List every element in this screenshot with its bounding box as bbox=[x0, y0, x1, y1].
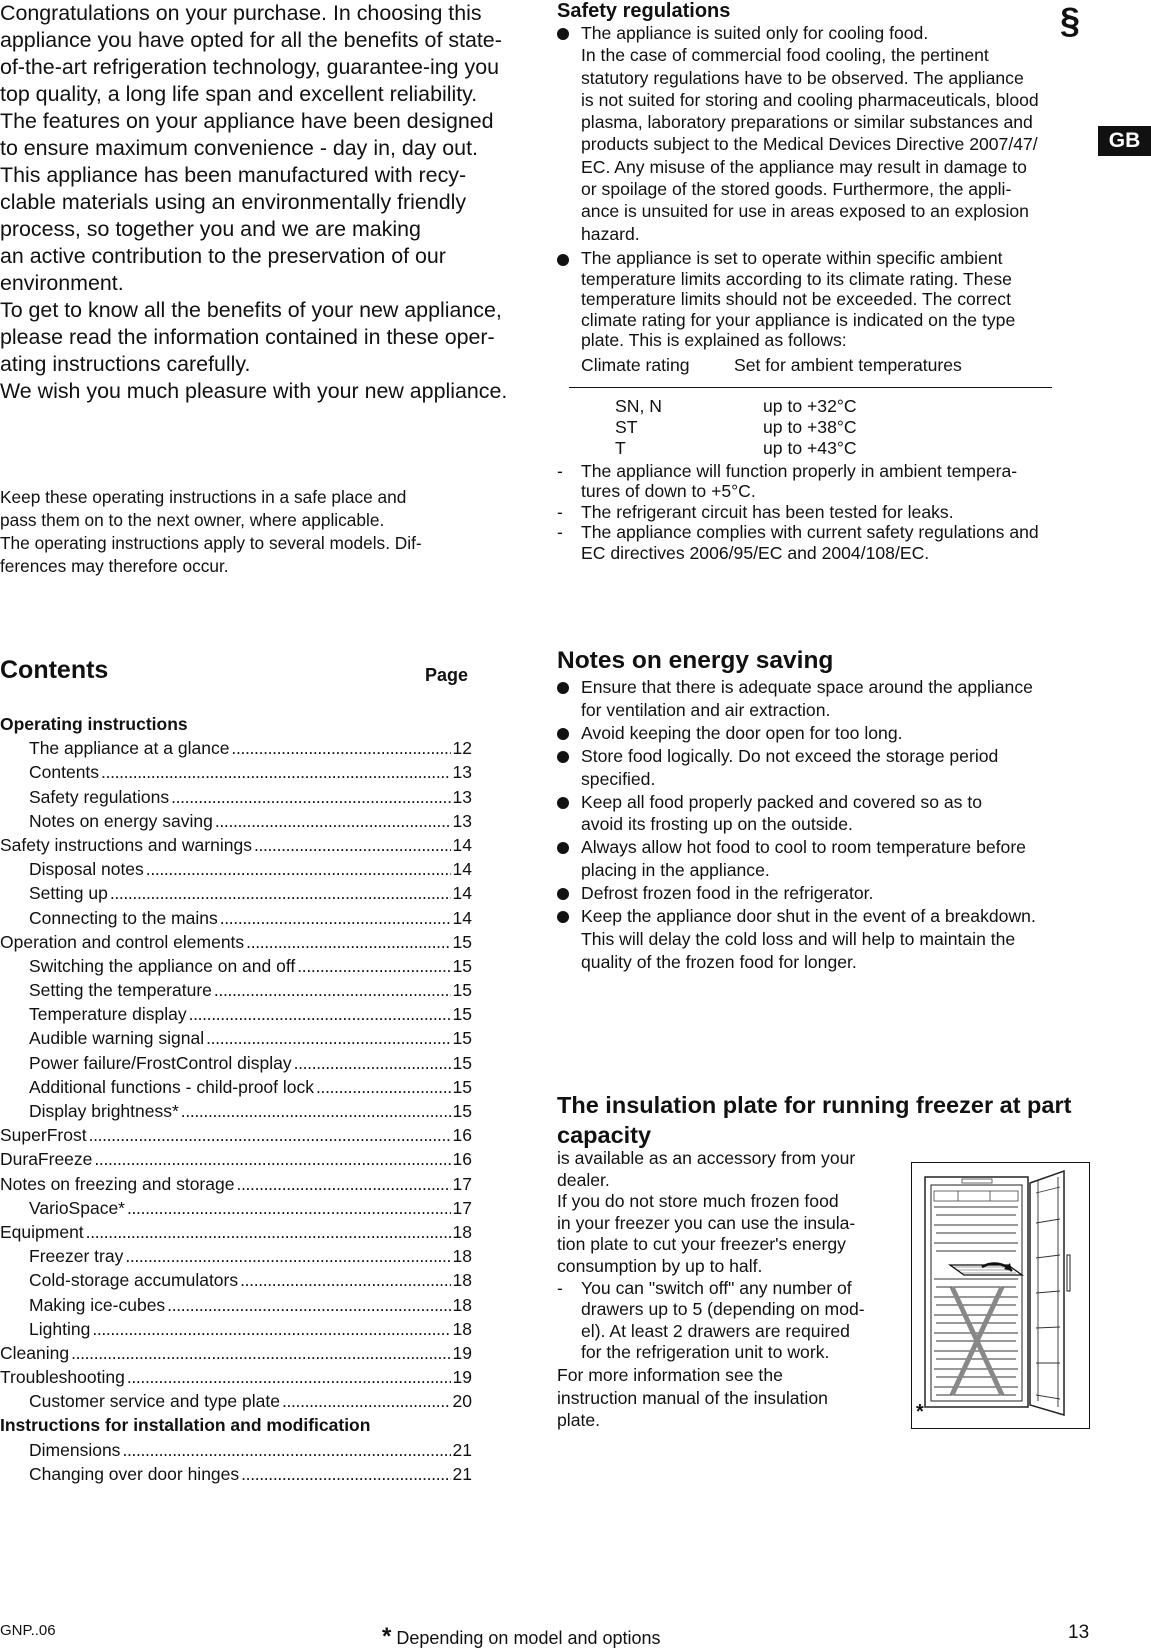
dash-line: The appliance will function properly in ambient tempera- bbox=[581, 460, 1018, 481]
intro-line: to ensure maximum convenience - day in, day out. bbox=[0, 136, 478, 160]
toc-entry[interactable] bbox=[0, 1365, 472, 1389]
toc-leader bbox=[297, 954, 450, 978]
intro-line: environment. bbox=[0, 271, 124, 295]
climate-temp: up to +38°C bbox=[763, 416, 857, 437]
toc-label: Equipment bbox=[0, 1221, 84, 1242]
insulation-line: You can "switch off" any number of bbox=[581, 1277, 852, 1298]
section-symbol: § bbox=[1060, 0, 1081, 41]
bullet-icon bbox=[557, 682, 569, 694]
bullet-icon bbox=[557, 888, 569, 900]
toc-label: Temperature display bbox=[29, 1004, 187, 1025]
toc-page-number: 15 bbox=[452, 1028, 472, 1049]
toc-label: Lighting bbox=[29, 1318, 91, 1339]
intro-line: an active contribution to the preservation of our bbox=[0, 244, 446, 268]
energy-line: Defrost frozen food in the refrigerator. bbox=[581, 883, 874, 904]
toc-leader bbox=[127, 1196, 451, 1220]
toc-page-number: 18 bbox=[452, 1318, 472, 1339]
contents-title: Contents bbox=[0, 656, 109, 684]
safety-line: climate rating for your appliance is indicated on the type bbox=[581, 309, 1016, 330]
toc-label: VarioSpace* bbox=[29, 1197, 125, 1218]
toc-page-number: 15 bbox=[452, 980, 472, 1001]
toc-entry[interactable] bbox=[0, 1051, 472, 1075]
intro-text bbox=[0, 0, 540, 405]
toc-label: The appliance at a glance bbox=[29, 738, 230, 759]
toc-entry[interactable] bbox=[0, 760, 472, 784]
toc-page-number: 15 bbox=[452, 1076, 472, 1097]
climate-rating: SN, N bbox=[615, 395, 662, 416]
insulation-line: drawers up to 5 (depending on mod- bbox=[581, 1299, 865, 1320]
toc-entry[interactable] bbox=[0, 1147, 472, 1171]
insulation-text bbox=[557, 1148, 902, 1432]
climate-rating-header: Climate rating bbox=[581, 354, 690, 375]
insulation-line: instruction manual of the insulation bbox=[557, 1387, 828, 1408]
energy-bullet bbox=[557, 791, 1097, 837]
toc-page-number: 12 bbox=[452, 738, 472, 759]
safety-line: temperature limits according to its climate rating. These bbox=[581, 268, 1012, 289]
keep-note-line: ferences may therefore occur. bbox=[0, 556, 229, 576]
toc-leader bbox=[71, 1341, 450, 1365]
toc-page-number: 15 bbox=[452, 1052, 472, 1073]
insulation-title: The insulation plate for running freezer at part capacity bbox=[557, 1092, 1072, 1148]
insulation-line: If you do not store much frozen food bbox=[557, 1191, 839, 1212]
dash-line: tures of down to +5°C. bbox=[581, 481, 756, 502]
toc-leader bbox=[101, 760, 450, 784]
safety-line: temperature limits should not be exceeded. The correct bbox=[581, 289, 1011, 310]
safety-dash-item bbox=[557, 522, 1097, 563]
toc-leader bbox=[94, 1147, 450, 1171]
toc-leader bbox=[86, 1220, 451, 1244]
safety-line: EC. Any misuse of the appliance may result in damage to bbox=[581, 156, 1027, 177]
energy-line: quality of the frozen food for longer. bbox=[581, 951, 857, 972]
climate-row bbox=[557, 438, 1097, 459]
safety-notes bbox=[557, 461, 1097, 564]
insulation-line: plate. bbox=[557, 1410, 601, 1431]
toc-entry[interactable] bbox=[0, 1438, 472, 1462]
toc-leader bbox=[206, 1026, 450, 1050]
intro-line: of-the-art refrigeration technology, guarantee-ing you bbox=[0, 55, 500, 79]
toc-label: Connecting to the mains bbox=[29, 907, 218, 928]
energy-bullet bbox=[557, 722, 1097, 745]
energy-line: Store food logically. Do not exceed the storage period bbox=[581, 745, 999, 766]
table-of-contents bbox=[0, 712, 472, 1486]
toc-page-number: 16 bbox=[452, 1125, 472, 1146]
safety-line: plate. This is explained as follows: bbox=[581, 330, 847, 351]
toc-label: Changing over door hinges bbox=[29, 1463, 240, 1484]
climate-row bbox=[557, 396, 1097, 417]
toc-page-number: 15 bbox=[452, 955, 472, 976]
toc-page-number: 14 bbox=[452, 883, 472, 904]
keep-note-line: The operating instructions apply to several models. Dif- bbox=[0, 533, 422, 553]
toc-entry[interactable] bbox=[0, 978, 472, 1002]
toc-leader bbox=[146, 857, 451, 881]
toc-page-number: 13 bbox=[452, 810, 472, 831]
toc-label: Operation and control elements bbox=[0, 931, 245, 952]
toc-label: Notes on freezing and storage bbox=[0, 1173, 235, 1194]
climate-table-divider bbox=[569, 387, 1052, 388]
dash-mark: - bbox=[557, 501, 563, 522]
energy-bullet bbox=[557, 836, 1097, 882]
toc-entry[interactable] bbox=[0, 785, 472, 809]
toc-label: Additional functions - child-proof lock bbox=[29, 1076, 315, 1097]
toc-entry[interactable] bbox=[0, 1317, 472, 1341]
toc-label: Safety instructions and warnings bbox=[0, 834, 252, 855]
toc-leader bbox=[254, 833, 451, 857]
freezer-illustration bbox=[911, 1162, 1090, 1429]
bullet-icon bbox=[557, 842, 569, 854]
climate-temp: up to +32°C bbox=[763, 395, 857, 416]
toc-leader bbox=[122, 1438, 450, 1462]
toc-label: Notes on energy saving bbox=[29, 810, 213, 831]
toc-entry[interactable] bbox=[0, 857, 472, 881]
safety-bullet-2 bbox=[557, 248, 1097, 351]
toc-page-number: 20 bbox=[452, 1391, 472, 1412]
intro-line: ating instructions carefully. bbox=[0, 352, 251, 376]
toc-page-number: 13 bbox=[452, 762, 472, 783]
dash-mark: - bbox=[557, 460, 563, 481]
intro-line: please read the information contained in these oper- bbox=[0, 325, 495, 349]
dash-line: The refrigerant circuit has been tested for leaks. bbox=[581, 501, 954, 522]
toc-leader bbox=[236, 1172, 450, 1196]
toc-page-number: 19 bbox=[452, 1367, 472, 1388]
toc-leader bbox=[110, 881, 451, 905]
safety-line: or spoilage of the stored goods. Furthermore, the appli- bbox=[581, 179, 1012, 200]
insulation-line: tion plate to cut your freezer's energy bbox=[557, 1234, 846, 1255]
toc-label: Dimensions bbox=[29, 1439, 121, 1460]
bullet-icon bbox=[557, 751, 569, 763]
toc-label: Setting up bbox=[29, 883, 108, 904]
toc-leader bbox=[171, 785, 450, 809]
toc-entry[interactable] bbox=[0, 1244, 472, 1268]
insulation-line: for the refrigeration unit to work. bbox=[581, 1342, 830, 1363]
toc-leader bbox=[316, 1075, 451, 1099]
intro-line: We wish you much pleasure with your new appliance. bbox=[0, 379, 508, 403]
safety-line: plasma, laboratory preparations or similar substances and bbox=[581, 112, 1033, 133]
safety-regulations bbox=[557, 0, 1097, 564]
energy-saving-notes bbox=[557, 646, 1097, 974]
ambient-temp-header: Set for ambient temperatures bbox=[734, 354, 962, 375]
safety-line: The appliance is set to operate within specific ambient bbox=[581, 247, 1003, 268]
page-number: 13 bbox=[1068, 1622, 1090, 1643]
toc-entry[interactable] bbox=[0, 1172, 472, 1196]
insulation-line: For more information see the bbox=[557, 1364, 783, 1385]
bullet-icon bbox=[557, 797, 569, 809]
toc-entry[interactable] bbox=[0, 809, 472, 833]
energy-line: Keep the appliance door shut in the event of a breakdown. bbox=[581, 906, 1036, 927]
toc-leader bbox=[240, 1268, 450, 1292]
insulation-line: dealer. bbox=[557, 1169, 610, 1190]
toc-page-number: 14 bbox=[452, 859, 472, 880]
energy-line: specified. bbox=[581, 768, 656, 789]
toc-page-number: 17 bbox=[452, 1197, 472, 1218]
toc-entry[interactable] bbox=[0, 1002, 472, 1026]
toc-label: Cold-storage accumulators bbox=[29, 1270, 239, 1291]
toc-page-number: 18 bbox=[452, 1294, 472, 1315]
toc-label: Setting the temperature bbox=[29, 980, 212, 1001]
contents-page-header: Page bbox=[425, 665, 469, 685]
toc-entry[interactable] bbox=[0, 1196, 472, 1220]
safety-bullet-1 bbox=[557, 22, 1097, 245]
toc-leader bbox=[127, 1365, 451, 1389]
toc-label: Contents bbox=[29, 762, 100, 783]
toc-leader bbox=[246, 930, 450, 954]
toc-leader bbox=[89, 1123, 451, 1147]
safety-dash-item bbox=[557, 502, 1097, 523]
toc-leader bbox=[92, 1317, 450, 1341]
toc-page-number: 19 bbox=[452, 1342, 472, 1363]
energy-bullet bbox=[557, 745, 1097, 791]
safety-line: is not suited for storing and cooling pharmaceuticals, blood bbox=[581, 89, 1039, 110]
energy-line: Avoid keeping the door open for too long. bbox=[581, 722, 903, 743]
toc-page-number: 16 bbox=[452, 1149, 472, 1170]
bullet-icon bbox=[557, 728, 569, 740]
energy-line: placing in the appliance. bbox=[581, 860, 770, 881]
toc-leader bbox=[215, 809, 451, 833]
toc-entry[interactable] bbox=[0, 1220, 472, 1244]
climate-table-header bbox=[557, 354, 1097, 377]
energy-line: Keep all food properly packed and covered so as to bbox=[581, 791, 983, 812]
toc-label: DuraFreeze bbox=[0, 1149, 93, 1170]
energy-line: This will delay the cold loss and will help to maintain the bbox=[581, 928, 1016, 949]
insulation-line: consumption by up to half. bbox=[557, 1255, 763, 1276]
climate-table bbox=[557, 396, 1097, 459]
toc-entry[interactable] bbox=[0, 1123, 472, 1147]
toc-leader bbox=[241, 1462, 450, 1486]
bullet-icon bbox=[557, 911, 569, 923]
insulation-line: el). At least 2 drawers are required bbox=[581, 1320, 850, 1341]
energy-line: Ensure that there is adequate space around the appliance bbox=[581, 677, 1033, 697]
toc-leader bbox=[231, 736, 450, 760]
toc-page-number: 15 bbox=[452, 1004, 472, 1025]
toc-page-number: 13 bbox=[452, 786, 472, 807]
climate-row bbox=[557, 417, 1097, 438]
intro-line: The features on your appliance have been designed bbox=[0, 109, 494, 133]
safety-line: products subject to the Medical Devices Directive 2007/47/ bbox=[581, 134, 1038, 155]
energy-bullet bbox=[557, 676, 1097, 722]
toc-page-number: 21 bbox=[452, 1463, 472, 1484]
safety-line: In the case of commercial food cooling, the pertinent bbox=[581, 45, 989, 66]
dash-line: EC directives 2006/95/EC and 2004/108/EC. bbox=[581, 542, 930, 563]
toc-entry[interactable] bbox=[0, 1026, 472, 1050]
energy-bullet bbox=[557, 882, 1097, 905]
energy-title: Notes on energy saving bbox=[557, 647, 834, 674]
toc-leader bbox=[181, 1099, 451, 1123]
toc-label: Making ice-cubes bbox=[29, 1294, 166, 1315]
toc-entry[interactable] bbox=[0, 954, 472, 978]
climate-rating: ST bbox=[615, 416, 638, 437]
intro-line: Congratulations on your purchase. In choosing this bbox=[0, 1, 482, 25]
toc-entry[interactable] bbox=[0, 712, 472, 736]
keep-note-line: Keep these operating instructions in a safe place and bbox=[0, 487, 407, 507]
toc-label: Instructions for installation and modification bbox=[0, 1415, 371, 1436]
toc-leader bbox=[189, 1002, 451, 1026]
intro-line: process, so together you and we are making bbox=[0, 217, 421, 241]
climate-temp: up to +43°C bbox=[763, 437, 857, 458]
toc-label: Cleaning bbox=[0, 1342, 70, 1363]
model-code: GNP..06 bbox=[0, 1622, 56, 1639]
language-badge: GB bbox=[1098, 126, 1151, 156]
toc-page-number: 18 bbox=[452, 1270, 472, 1291]
keep-instructions-note bbox=[0, 486, 500, 578]
bullet-icon bbox=[557, 254, 569, 266]
toc-page-number: 15 bbox=[452, 1101, 472, 1121]
toc-page-number: 18 bbox=[452, 1246, 472, 1267]
figure-asterisk: * bbox=[916, 1401, 924, 1423]
toc-leader bbox=[167, 1293, 450, 1317]
toc-entry[interactable] bbox=[0, 1099, 472, 1123]
insulation-line: is available as an accessory from your bbox=[557, 1148, 856, 1168]
toc-label: Operating instructions bbox=[0, 714, 188, 734]
keep-note-line: pass them on to the next owner, where applicable. bbox=[0, 510, 385, 530]
toc-entry[interactable] bbox=[0, 1389, 472, 1413]
dash-line: The appliance complies with current safety regulations and bbox=[581, 522, 1039, 543]
dash-mark: - bbox=[557, 522, 563, 543]
toc-label: Switching the appliance on and off bbox=[29, 955, 296, 976]
intro-line: This appliance has been manufactured with recy- bbox=[0, 163, 467, 187]
safety-dash-item bbox=[557, 461, 1097, 502]
toc-entry[interactable] bbox=[0, 1293, 472, 1317]
toc-entry[interactable] bbox=[0, 736, 472, 760]
toc-leader bbox=[125, 1244, 450, 1268]
toc-label: Audible warning signal bbox=[29, 1028, 205, 1049]
footnote: * Depending on model and options bbox=[382, 1623, 661, 1650]
toc-page-number: 14 bbox=[452, 907, 472, 928]
toc-leader bbox=[220, 906, 451, 930]
freezer-with-insulation-plate-image bbox=[912, 1163, 1089, 1428]
toc-entry[interactable] bbox=[0, 1341, 472, 1365]
climate-rating: T bbox=[615, 437, 626, 458]
toc-page-number: 18 bbox=[452, 1221, 472, 1242]
intro-line: clable materials using an environmentally friendly bbox=[0, 190, 467, 214]
toc-label: Power failure/FrostControl display bbox=[29, 1052, 292, 1073]
safety-line: hazard. bbox=[581, 223, 640, 244]
toc-leader bbox=[282, 1389, 451, 1413]
toc-label: Display brightness* bbox=[29, 1101, 179, 1121]
toc-entry[interactable] bbox=[0, 1075, 472, 1099]
safety-line: ance is unsuited for use in areas exposed to an explosion bbox=[581, 201, 1029, 222]
energy-bullet bbox=[557, 905, 1097, 974]
toc-label: Freezer tray bbox=[29, 1246, 124, 1267]
energy-line: avoid its frosting up on the outside. bbox=[581, 814, 853, 835]
toc-entry[interactable] bbox=[0, 1413, 472, 1437]
toc-leader bbox=[214, 978, 451, 1002]
bullet-icon bbox=[557, 28, 569, 40]
insulation-dash-item bbox=[557, 1278, 902, 1364]
toc-page-number: 17 bbox=[452, 1173, 472, 1194]
dash-mark: - bbox=[557, 1277, 563, 1298]
toc-label: Safety regulations bbox=[29, 786, 170, 807]
toc-label: Troubleshooting bbox=[0, 1367, 125, 1388]
toc-page-number: 14 bbox=[452, 834, 472, 855]
toc-label: SuperFrost bbox=[0, 1125, 87, 1146]
toc-entry[interactable] bbox=[0, 1462, 472, 1486]
safety-line: statutory regulations have to be observed. The appliance bbox=[581, 67, 1024, 88]
energy-line: for ventilation and air extraction. bbox=[581, 699, 831, 720]
toc-label: Customer service and type plate bbox=[29, 1391, 280, 1412]
toc-entry[interactable] bbox=[0, 833, 472, 857]
toc-page-number: 21 bbox=[452, 1439, 472, 1460]
intro-line: To get to know all the benefits of your new appliance, bbox=[0, 298, 502, 322]
toc-entry[interactable] bbox=[0, 881, 472, 905]
toc-leader bbox=[294, 1051, 451, 1075]
intro-line: top quality, a long life span and excellent reliability. bbox=[0, 82, 478, 106]
toc-entry[interactable] bbox=[0, 906, 472, 930]
toc-page-number: 15 bbox=[452, 931, 472, 952]
safety-line: The appliance is suited only for cooling food. bbox=[581, 23, 929, 43]
energy-line: Always allow hot food to cool to room temperature before bbox=[581, 837, 1026, 858]
intro-line: appliance you have opted for all the benefits of state- bbox=[0, 28, 502, 52]
toc-label: Disposal notes bbox=[29, 859, 144, 880]
insulation-line: in your freezer you can use the insula- bbox=[557, 1212, 856, 1233]
safety-title: Safety regulations bbox=[557, 0, 731, 22]
toc-entry[interactable] bbox=[0, 930, 472, 954]
toc-entry[interactable] bbox=[0, 1268, 472, 1292]
